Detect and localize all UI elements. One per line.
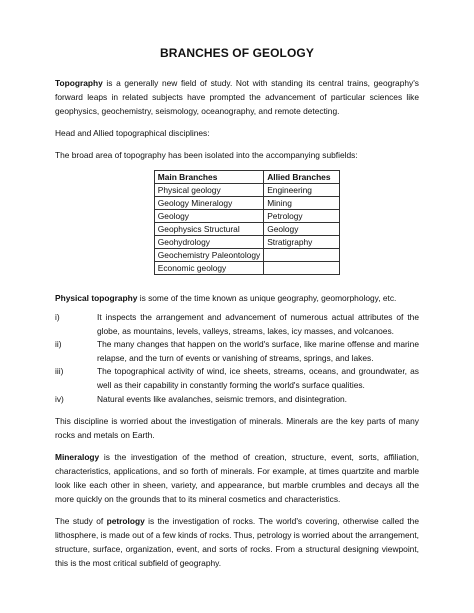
- petrology-text: is the investigation of rocks. The world's covering, otherwise called the lithosphere, is made out of a few kinds of rocks. Thus, petrology is worried about the arrangement, structure, surface, organization, event, and sorts of rocks. From a structural designing viewpoint, this is the most critical subfield of geography.: [55, 516, 419, 569]
- table-cell: Physical geology: [154, 184, 263, 197]
- list-item-number: ii): [55, 339, 62, 350]
- subfields-intro-line: The broad area of topography has been isolated into the accompanying subfields:: [55, 150, 358, 160]
- physical-topography-paragraph: [55, 291, 419, 305]
- table-header-row: [154, 171, 339, 184]
- table-cell: Geology Mineralogy: [154, 197, 263, 210]
- list-item: [55, 338, 419, 365]
- physical-topography-text: is some of the time known as unique geography, geomorphology, etc.: [137, 293, 397, 303]
- list-item-number: iii): [55, 366, 64, 377]
- table-cell: Economic geology: [154, 262, 263, 275]
- table-cell: Geohydrology: [154, 236, 263, 249]
- disciplines-heading-line: Head and Allied topographical disciplines:: [55, 128, 210, 138]
- table-cell: Geology: [264, 223, 340, 236]
- table-cell: Stratigraphy: [264, 236, 340, 249]
- document-title: BRANCHES OF GEOLOGY: [160, 46, 314, 60]
- topography-text: is a generally new field of study. Not with standing its central trains, geography's forward leaps in related subjects have prompted the advancement of particular sciences like geophysics, geochemistry, seismology, oceanography, and remote detecting.: [55, 78, 419, 116]
- mineralogy-term: Mineralogy: [55, 452, 100, 463]
- table-header-main: Main Branches: [154, 171, 263, 184]
- table-row: [154, 249, 339, 262]
- roman-numeral-list: [55, 311, 419, 406]
- table-row: [154, 236, 339, 249]
- list-item-text: The topographical activity of wind, ice sheets, streams, oceans, and groundwater, as well as their capability in constantly forming the world's surface qualities.: [97, 366, 419, 390]
- table-cell: Petrology: [264, 210, 340, 223]
- petrology-paragraph: [55, 514, 419, 570]
- mineralogy-text: is the investigation of the method of creation, structure, event, sorts, affiliation, characteristics, applications, and so forth of minerals. For example, at times quartzite and marble look like each other in sheen, variety, and appearance, but marble crumbles and decays all the more quickly on the grounds that to its mineral cosmetics and characteristics.: [55, 452, 419, 505]
- branches-table: [154, 170, 340, 275]
- table-row: [154, 210, 339, 223]
- table-cell: Engineering: [264, 184, 340, 197]
- list-item-text: It inspects the arrangement and advancement of numerous actual attributes of the globe, as mountains, levels, valleys, streams, lakes, icy masses, and volcanoes.: [97, 312, 419, 336]
- branches-table-wrapper: [55, 170, 419, 275]
- table-row: [154, 262, 339, 275]
- list-item-number: iv): [55, 393, 64, 404]
- table-cell: Mining: [264, 197, 340, 210]
- table-row: [154, 223, 339, 236]
- table-row: [154, 197, 339, 210]
- table-cell: Geophysics Structural: [154, 223, 263, 236]
- list-item: [55, 365, 419, 392]
- discipline-paragraph: This discipline is worried about the investigation of minerals. Minerals are the key parts of many rocks and metals on Earth.: [55, 416, 419, 441]
- topography-term: Topography: [55, 78, 103, 88]
- table-cell: [264, 262, 340, 275]
- topography-paragraph: [55, 76, 419, 118]
- table-header-allied: Allied Branches: [264, 171, 340, 184]
- table-cell: Geology: [154, 210, 263, 223]
- list-item: [55, 393, 419, 407]
- list-item-number: i): [55, 312, 60, 322]
- mineralogy-paragraph: [55, 450, 419, 506]
- list-item-text: The many changes that happen on the world's surface, like marine offense and marine relapse, and the turn of events or vanishing of streams, springs, and lakes.: [97, 339, 419, 363]
- petrology-term: petrology: [106, 516, 145, 527]
- table-cell: Geochemistry Paleontology: [154, 249, 263, 262]
- table-row: [154, 184, 339, 197]
- petrology-prefix: The study of: [55, 516, 107, 527]
- table-cell: [264, 249, 340, 262]
- physical-topography-term: Physical topography: [55, 293, 138, 303]
- list-item-text: Natural events like avalanches, seismic tremors, and disintegration.: [97, 393, 347, 404]
- list-item: [55, 311, 419, 338]
